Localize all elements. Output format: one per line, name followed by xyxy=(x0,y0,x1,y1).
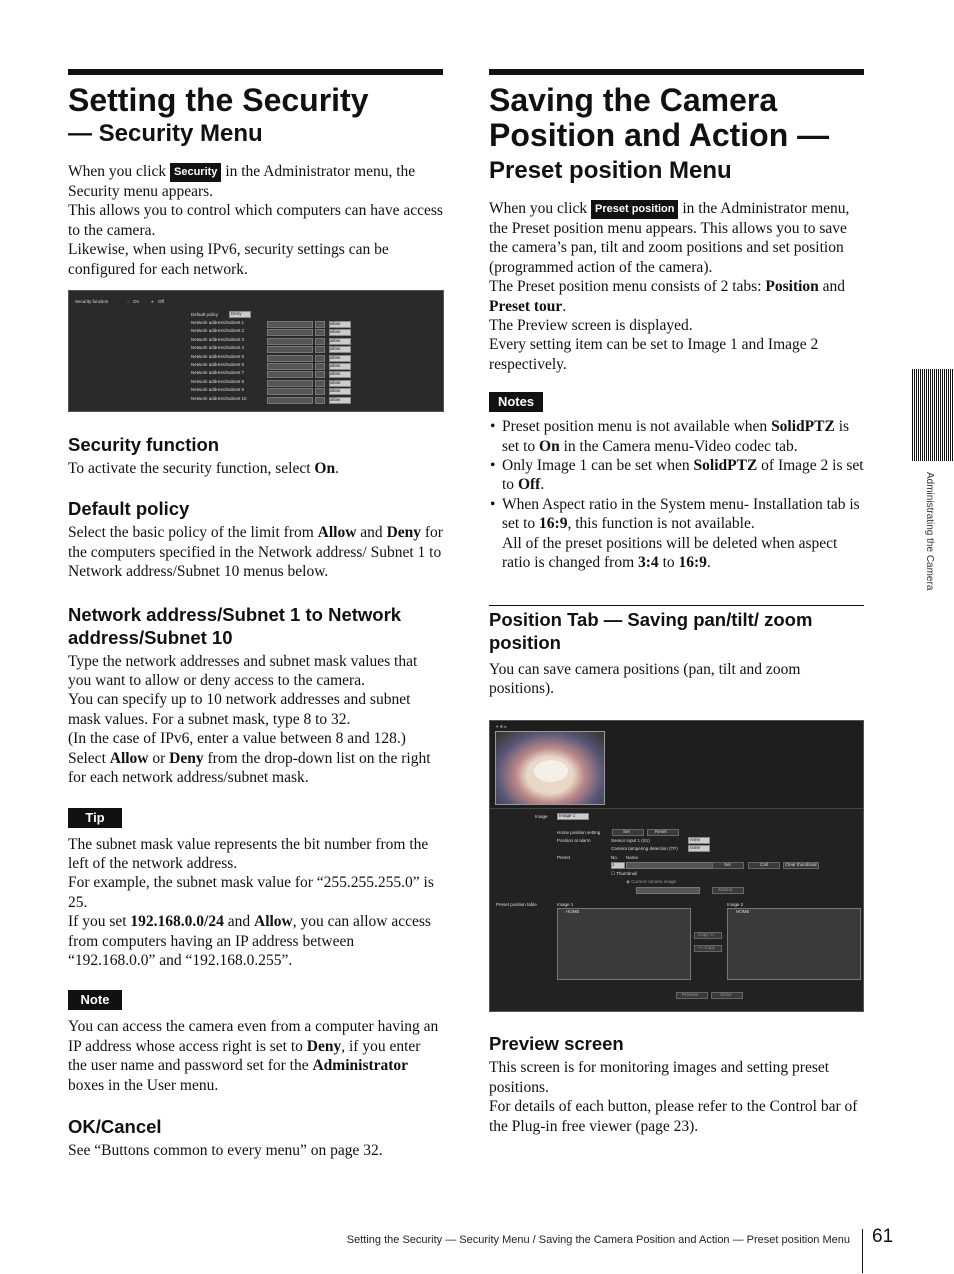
subnet-input xyxy=(315,329,325,336)
position-tab-text: You can save camera positions (pan, tilt and zoom positions). xyxy=(489,660,801,697)
image2-preset-list xyxy=(727,908,861,980)
default-policy-text: Select the basic policy of the limit from Allow and Deny for the computers specified in the Network address/ Subnet 1 to Network address/Subnet 10 menus below. xyxy=(68,524,443,581)
section-rule xyxy=(489,69,864,75)
note-item: • Preset position menu is not available when SolidPTZ is set to On in the Camera menu-Video codec tab. xyxy=(489,417,864,456)
image1-home-entry: HOME xyxy=(566,909,580,915)
position-at-alarm-label: Position at alarm xyxy=(557,838,591,844)
default-policy-heading: Default policy xyxy=(68,498,190,520)
network-address-input xyxy=(267,329,313,336)
preset-intro-paragraph-2: The Preset position menu consists of 2 tabs: Position and Preset tour. xyxy=(489,278,846,315)
security-function-text: To activate the security function, select On. xyxy=(68,460,339,478)
preset-name-label: Name xyxy=(626,855,639,861)
home-reset-label: Reset xyxy=(655,829,667,835)
network-row-label: Network address/Subnet 2 xyxy=(191,328,245,334)
tampering-label: Camera tampering detection (TP) xyxy=(611,846,678,852)
intro-paragraph-3: Likewise, when using IPv6, security settings can be configured for each network. xyxy=(68,241,389,278)
preset-position-menu-button: Preset position xyxy=(591,200,678,219)
network-address-heading: Network address/Subnet 1 to Network address/Subnet 10 xyxy=(68,603,402,648)
network-row-label: Network address/Subnet 10 xyxy=(191,395,247,401)
preset-table-label: Preset position table xyxy=(496,902,537,908)
image2-home-entry: HOME xyxy=(736,909,750,915)
subnet-input xyxy=(315,363,325,370)
tip-paragraph-3: If you set 192.168.0.0/24 and Allow, you can allow access from computers having an IP address between “192.168.0.0” and “192.168.0.255”. xyxy=(68,913,431,969)
allow-deny-value: allow xyxy=(330,379,341,385)
notes-label: Notes xyxy=(489,392,543,412)
copy-left-label: << Copy xyxy=(698,945,716,951)
page-title: Setting the Security xyxy=(68,82,369,118)
current-image-label: ◉ Current camera image xyxy=(626,879,676,885)
network-row-label: Network address/Subnet 5 xyxy=(191,353,245,359)
running-footer: Setting the Security — Security Menu / Saving the Camera Position and Action — Preset position Menu xyxy=(346,1234,850,1246)
preset-intro-paragraph: When you click Preset position in the Administrator menu, the Preset position menu appears. This allows you to save the camera’s pan, tilt and zoom positions and set position (programmed action of the camera). xyxy=(489,200,850,276)
tip-paragraph-2: For example, the subnet mask value for “255.255.255.0” is 25. xyxy=(68,874,434,911)
preset-call-label: Call xyxy=(760,862,768,868)
sensor-input-label: Sensor input 1 (S1) xyxy=(611,838,650,844)
chapter-tab-label: Administrating the Camera xyxy=(924,472,935,591)
note-paragraph: You can access the camera even from a computer having an IP address whose access right is set to Deny, if you enter the user name and password set for the Administrator boxes in the User menu. xyxy=(68,1018,439,1094)
position-tab-heading: Position Tab — Saving pan/tilt/ zoom position xyxy=(489,608,813,653)
preset-intro-paragraph-4: Every setting item can be set to Image 1 and Image 2 respectively. xyxy=(489,336,819,373)
allow-deny-value: allow xyxy=(330,363,341,369)
image2-table-label: Image 2 xyxy=(727,902,744,908)
allow-deny-value: allow xyxy=(330,354,341,360)
image-label: Image xyxy=(535,814,548,820)
tip-label: Tip xyxy=(68,808,122,828)
ok-cancel-text: See “Buttons common to every menu” on page 32. xyxy=(68,1141,383,1159)
page-number: 61 xyxy=(872,1226,894,1247)
network-address-input xyxy=(267,371,313,378)
subnet-input xyxy=(315,321,325,328)
note-label: Note xyxy=(68,990,122,1010)
preset-position-screenshot xyxy=(489,720,864,1012)
close-button-label: Close xyxy=(720,992,732,998)
sensor-input-value: none xyxy=(690,837,701,843)
security-menu-button: Security xyxy=(170,163,221,182)
preview-button-label: Preview xyxy=(682,992,699,998)
preset-no-value: 1 xyxy=(612,862,615,868)
image1-preset-list xyxy=(557,908,691,980)
network-paragraph-2: You can specify up to 10 network addresses and subnet mask values. For a subnet mask, type 8 to 32. xyxy=(68,691,411,728)
preset-no-label: No. xyxy=(611,855,619,861)
table-shape xyxy=(534,760,568,782)
home-set-label: Set xyxy=(623,829,630,835)
tip-paragraph-1: The subnet mask value represents the bit number from the left of the network address. xyxy=(68,835,429,872)
subnet-input xyxy=(315,397,325,404)
on-label: On xyxy=(133,299,140,305)
subnet-input xyxy=(315,371,325,378)
allow-deny-value: allow xyxy=(330,396,341,402)
preset-set-label: Set xyxy=(724,862,731,868)
page-title-right-line2: Position and Action — xyxy=(489,117,830,153)
right-column xyxy=(489,69,864,1136)
notes-list xyxy=(489,417,864,572)
off-label: Off xyxy=(158,299,164,305)
allow-deny-value: allow xyxy=(330,371,341,377)
network-address-input xyxy=(267,321,313,328)
preview-paragraph-2: For details of each button, please refer to the Control bar of the Plug-in free viewer (page 23). xyxy=(489,1098,858,1135)
submit-label: Submit xyxy=(718,887,733,893)
network-row-label: Network address/Subnet 6 xyxy=(191,362,245,368)
subnet-input xyxy=(315,346,325,353)
copy-right-label: Copy >> xyxy=(698,932,716,938)
allow-deny-value: allow xyxy=(330,321,341,327)
subnet-input xyxy=(315,388,325,395)
network-address-input xyxy=(267,338,313,345)
intro-paragraph: When you click Security in the Administrator menu, the Security menu appears. xyxy=(68,163,416,200)
security-function-heading: Security function xyxy=(68,434,220,456)
network-address-input xyxy=(267,355,313,362)
section-rule xyxy=(68,69,443,75)
network-row-label: Network address/Subnet 1 xyxy=(191,320,245,326)
network-address-input xyxy=(267,346,313,353)
network-row-label: Network address/Subnet 4 xyxy=(191,345,245,351)
security-menu-screenshot xyxy=(68,290,444,412)
network-row-label: Network address/Subnet 8 xyxy=(191,378,245,384)
network-row-label: Network address/Subnet 9 xyxy=(191,387,245,393)
image1-table-label: Image 1 xyxy=(557,902,574,908)
network-paragraph-1: Type the network addresses and subnet mask values that you want to allow or deny access to the camera. xyxy=(68,652,418,690)
left-column xyxy=(68,69,443,1160)
default-policy-label: Default policy xyxy=(191,312,219,318)
radio-off-icon: ● xyxy=(151,299,154,305)
security-function-label: Security function xyxy=(75,299,109,305)
home-position-label: Home position setting xyxy=(557,830,601,836)
network-row-label: Network address/Subnet 3 xyxy=(191,336,245,342)
note-item: • Only Image 1 can be set when SolidPTZ of Image 2 is set to Off. xyxy=(489,456,864,495)
allow-deny-value: allow xyxy=(330,346,341,352)
ok-cancel-heading: OK/Cancel xyxy=(68,1115,162,1137)
preset-label: Preset xyxy=(557,855,571,861)
clear-thumbnail-label: Clear thumbnail xyxy=(785,862,817,868)
camera-preview-image xyxy=(495,731,605,805)
preview-screen-heading: Preview screen xyxy=(489,1033,624,1055)
control-bar-icons: ▾ ⊕ ▸ xyxy=(496,724,507,730)
subnet-input xyxy=(315,355,325,362)
subnet-input xyxy=(315,338,325,345)
network-address-input xyxy=(267,363,313,370)
network-paragraph-4: Select Allow or Deny from the drop-down list on the right for each network address/subnet mask. xyxy=(68,749,431,787)
page-title-right-line1: Saving the Camera xyxy=(489,82,778,118)
footer-separator xyxy=(862,1229,863,1273)
allow-deny-value: allow xyxy=(330,329,341,335)
preview-paragraph-1: This screen is for monitoring images and setting preset positions. xyxy=(489,1059,830,1096)
network-address-input xyxy=(267,397,313,404)
page-subtitle-right: Preset position Menu xyxy=(489,157,732,184)
allow-deny-value: allow xyxy=(330,388,341,394)
preset-intro-paragraph-3: The Preview screen is displayed. xyxy=(489,317,693,335)
tampering-value: none xyxy=(690,845,701,851)
network-row-label: Network address/Subnet 7 xyxy=(191,370,245,376)
default-policy-value: Deny xyxy=(231,311,242,317)
chapter-tab xyxy=(912,369,954,461)
preset-name-input xyxy=(626,862,716,869)
subnet-input xyxy=(315,380,325,387)
section-divider xyxy=(489,605,864,606)
network-paragraph-3: (In the case of IPv6, enter a value between 8 and 128.) xyxy=(68,730,406,748)
image-select-value: Image 1 xyxy=(559,813,576,819)
network-address-input xyxy=(267,380,313,387)
intro-paragraph-2: This allows you to control which computers can have access to the camera. xyxy=(68,202,443,239)
thumbnail-file-input xyxy=(636,887,700,894)
thumbnail-label: ☐ Thumbnail xyxy=(611,871,638,877)
note-item: • When Aspect ratio in the System menu- Installation tab is set to 16:9, this function is not available. All of the preset positions will be deleted when aspect ratio is changed from 3:4 to 16:9. xyxy=(489,495,864,573)
network-address-input xyxy=(267,388,313,395)
page-subtitle: — Security Menu xyxy=(68,120,263,147)
radio-on-icon: ○ xyxy=(127,299,130,305)
allow-deny-value: allow xyxy=(330,337,341,343)
